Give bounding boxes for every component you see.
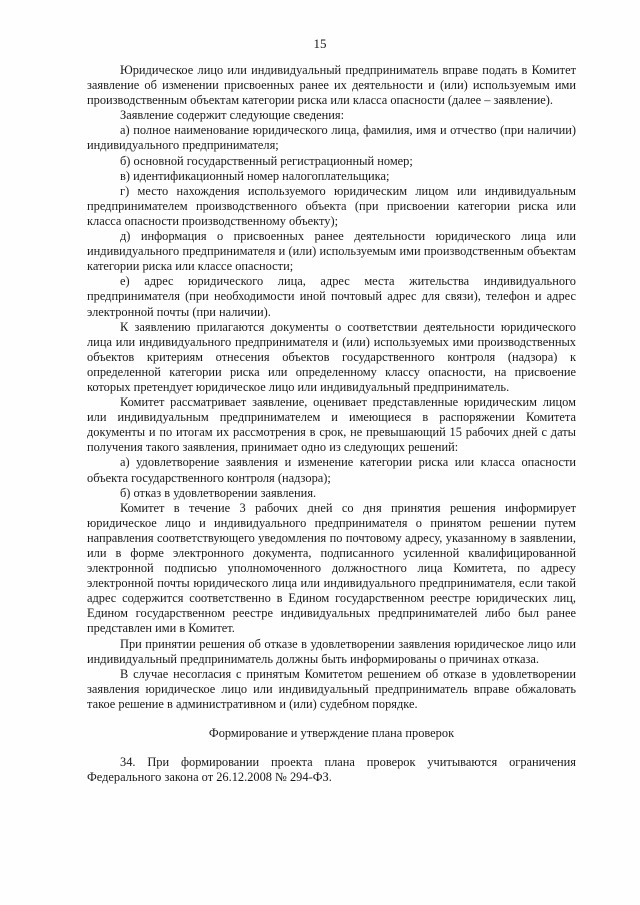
paragraph-committee-review: Комитет рассматривает заявление, оценивает представленные юридическим лицом или индивидуальным предпринимателем и имеющиеся в распоряжении Комитета документы и по итогам их рассмотрения в срок, не превышающий 15 рабочих дней с даты получения такого заявления, принимает одно из следующих решений: bbox=[87, 395, 576, 455]
paragraph-34: 34. При формировании проекта плана проверок учитываются ограничения Федерального закона от 26.12.2008 № 294-ФЗ. bbox=[87, 755, 576, 785]
page-number: 15 bbox=[313, 36, 327, 51]
decision-item-a: а) удовлетворение заявления и изменение категории риска или класса опасности объекта государственного контроля (надзора); bbox=[87, 455, 576, 485]
list-item-e: е) адрес юридического лица, адрес места жительства индивидуального предпринимателя (при необходимости иной почтовый адрес для связи), телефон и адрес электронной почты (при наличии). bbox=[87, 274, 576, 319]
list-item-a: а) полное наименование юридического лица, фамилия, имя и отчество (при наличии) индивидуального предпринимателя; bbox=[87, 123, 576, 153]
list-item-d: д) информация о присвоенных ранее деятельности юридического лица или индивидуального предпринимателя и (или) используемым ими производственным объектам категории риска или классе опасности; bbox=[87, 229, 576, 274]
paragraph-right-to-apply: Юридическое лицо или индивидуальный предприниматель вправе подать в Комитет заявление об изменении присвоенных ранее их деятельности и (или) используемым ими производственным объектам категории риска или класса опасности (далее – заявление). bbox=[87, 63, 576, 108]
decision-item-b: б) отказ в удовлетворении заявления. bbox=[120, 485, 317, 500]
paragraph-notification: Комитет в течение 3 рабочих дней со дня принятия решения информирует юридическое лицо и индивидуального предпринимателя о принятом решении путем направления соответствующего уведомления по почтовому адресу, указанному в заявлении, или в форме электронного документа, подписанного усиленной квалифицированной электронной подписью уполномоченного должностного лица Комитета, по адресу электронной почты юридического лица или индивидуального предпринимателя, если такой адрес содержится соответственно в Едином государственном реестре юридических лиц, Едином государственном реестре индивидуальных предпринимателей либо был ранее представлен ими в Комитет. bbox=[87, 500, 576, 636]
paragraph-appeal: В случае несогласия с принятым Комитетом решением об отказе в удовлетворении заявления юридическое лицо или индивидуальный предприниматель вправе обжаловать такое решение в административном и (или) судебном порядке. bbox=[87, 666, 576, 711]
section-heading: Формирование и утверждение плана проверок bbox=[208, 726, 455, 741]
list-item-v: в) идентификационный номер налогоплательщика; bbox=[120, 168, 390, 183]
paragraph-attached-documents: К заявлению прилагаются документы о соответствии деятельности юридического лица или индивидуального предпринимателя и (или) используемых ими производственных объектов критериям отнесения объектов государственного контроля (надзора) к определенной категории риска или определенному классу опасности, на присвоение которых претендует юридическое лицо или индивидуальный предприниматель. bbox=[87, 319, 576, 394]
list-item-b: б) основной государственный регистрационный номер; bbox=[120, 153, 413, 168]
paragraph-refusal-reasons: При принятии решения об отказе в удовлетворении заявления юридическое лицо или индивидуальный предприниматель должны быть информированы о причинах отказа. bbox=[87, 636, 576, 666]
list-item-g: г) место нахождения используемого юридическим лицом или индивидуальным предпринимателем производственного объекта (при присвоении категории риска или класса опасности производственному объекту); bbox=[87, 183, 576, 228]
document-body bbox=[87, 63, 576, 785]
paragraph-application-contents: Заявление содержит следующие сведения: bbox=[120, 108, 345, 123]
